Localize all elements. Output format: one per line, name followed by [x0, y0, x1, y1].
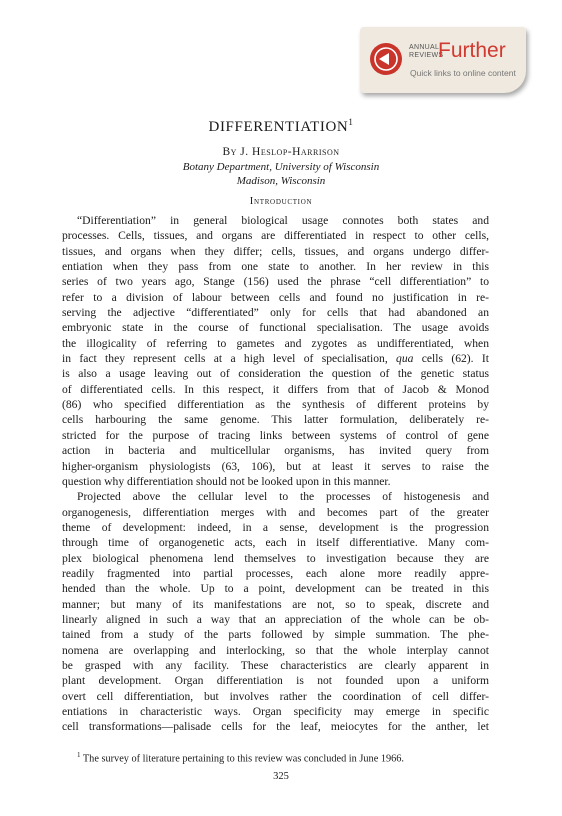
- text-line: stricted for the purpose of tracing links between systems of control of gene: [62, 428, 489, 442]
- text-line: action in bacteria and multicellular organisms, has invited query from: [62, 444, 489, 458]
- text-line: higher-organism physiologists (63, 106), but at least it serves to raise the: [62, 459, 489, 473]
- text-line: the illogicality of referring to gametes and zygotes as undifferentiated, when: [62, 336, 489, 350]
- badge-subtitle: Quick links to online content: [410, 68, 516, 78]
- affiliation-line-1: Botany Department, University of Wisconsin: [182, 161, 380, 173]
- text-line: is also a usage leaving out of consideration the question of the genetic status: [62, 367, 489, 381]
- arrow-left-icon: [370, 43, 402, 75]
- text-line: in fact they represent cells at a high level of specialisation, qua cells (62). It: [62, 352, 489, 366]
- badge-further-label: Further: [438, 39, 506, 62]
- text-line: plant development. Organ differentiation is not founded upon a uniform: [62, 674, 489, 688]
- text-line: through time of organogenetic acts, each in itself differentiative. Many com-: [62, 536, 489, 550]
- text-line: “Differentiation” in general biological usage connotes both states and: [77, 214, 489, 227]
- section-heading: Introduction: [249, 196, 313, 207]
- body-text: [62, 213, 489, 735]
- text-line: entiations in characteristic ways. Organ specificity may emerge in specific: [62, 705, 489, 718]
- text-line: question why differentiation should not be looked upon in this manner.: [62, 474, 391, 488]
- article-title: DIFFERENTIATION$^1$: [208, 117, 354, 135]
- text-line: of differentiated cells. In this respect, it differs from that of Jacob & Monod: [62, 382, 489, 396]
- text-line: serving the adjective “differentiated” only for cells that had abandoned an: [62, 306, 489, 320]
- text-line: refer to a division of labour between cells and found no justification in re-: [62, 290, 489, 304]
- text-line: readily fragmented into partial processes, each alone more readily appre-: [62, 566, 489, 580]
- title-footnote-mark[interactable]: 1: [348, 117, 354, 127]
- text-line: tissues, and organs when they differ; cells, tissues, and organs undergo differ-: [62, 244, 489, 258]
- text-line: series of two years ago, Stange (156) used the phrase “cell differentiation” to: [62, 275, 489, 289]
- text-line: processes. Cells, tissues, and organs are differentiated in respect to other cells,: [62, 229, 489, 243]
- author-line: By J. Heslop-Harrison: [222, 146, 340, 158]
- badge-annual-reviews: ANNUAL REVIEWS: [409, 44, 444, 59]
- page-number: 325: [273, 771, 289, 782]
- text-line: hended than the whole. Up to a point, development can be treated in this: [62, 582, 489, 596]
- text-line: be grasped with any facility. These characteristics are clearly apparent in: [62, 658, 489, 672]
- text-line: overt cell differentiation, but involves rather the coordination of cell differ-: [62, 689, 489, 703]
- text-line: embryonic state in the course of functional specialisation. The usage avoids: [62, 321, 489, 335]
- further-badge[interactable]: [360, 27, 526, 93]
- footnote: $^1$ The survey of literature pertaining to this review was concluded in June 1966.: [77, 751, 405, 765]
- text-line: plex biological phenomena lend themselves to investigation because they are: [62, 551, 489, 565]
- text-line: tained from a study of the parts followed by simple summation. The phe-: [62, 628, 489, 642]
- affiliation-line-2: Madison, Wisconsin: [236, 175, 326, 187]
- text-line: nomena are overlapping and interlocking, so that the whole interplay cannot: [62, 643, 489, 657]
- text-line: cells harbouring the same genome. This latter formulation, deliberately re-: [62, 413, 489, 427]
- footnote-mark: 1: [77, 751, 81, 759]
- text-line: Projected above the cellular level to the processes of histogenesis and: [77, 490, 489, 504]
- text-line: entiation when they pass from one state to another. In her review in this: [62, 260, 489, 274]
- text-line: linearly aligned in such a way that an appreciation of the whole can be ob-: [62, 612, 489, 626]
- text-line: cell transformations—palisade cells for the leaf, meiocytes for the anther, let: [62, 720, 489, 734]
- text-line: theme of development: indeed, in a sense, development is the progression: [62, 520, 489, 534]
- text-line: manner; but many of its manifestations are not, so to speak, discrete and: [62, 597, 489, 611]
- text-line: (86) who specified differentiation as the synthesis of different proteins by: [62, 398, 489, 412]
- text-line: organogenesis, differentiation merges with and becomes part of the greater: [62, 505, 489, 519]
